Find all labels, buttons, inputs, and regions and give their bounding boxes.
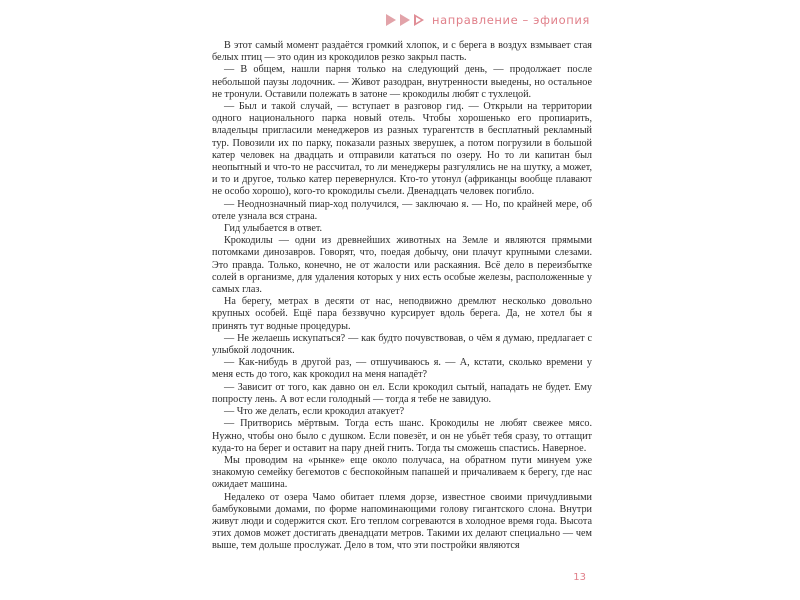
paragraph: — Зависит от того, как давно он ел. Если крокодил сытый, нападать не будет. Ему попросту лень. А вот если голодный — тогда я тебе не завидую. [212, 381, 592, 405]
paragraph: — В общем, нашли парня только на следующий день, — продолжает после небольшой паузы лодочник. — Живот разодран, внутренности выедены, но остальное не тронули. Оставили полежать в затоне — крокодилы любят с тухлецой. [212, 64, 592, 100]
section-title: направление – эфиопия [432, 13, 590, 27]
paragraph: Крокодилы — одни из древнейших животных на Земле и являются прямыми потомками динозавров. Говорят, что, поедая добычу, они плачут крупными слезами. Это правда. Только, конечно, не от жалости или раскаяния. Всё дело в переизбытке солей в организме, для удаления которых у них есть особые железы, расположенные у самых глаз. [212, 235, 592, 296]
paragraph: — Был и такой случай, — вступает в разговор гид. — Открыли на территории одного национального парка новый отель. Чтобы хорошенько его пропиарить, владельцы пригласили менеджеров из разных турагентств в бесплатный рекламный тур. Повозили их по парку, показали разных зверушек, а потом погрузили в большой катер человек на двадцать и отправили кататься по озеру. Но то ли капитан был неопытный и что-то не рассчитал, то ли менеджеры разгулялись не на шутку, а может, и то и другое, только катер перевернулся. Кто-то утонул (африканцы вообще плавают не особо хорошо), кого-то крокодилы съели. Двенадцать человек погибло. [212, 101, 592, 198]
paragraph: Гид улыбается в ответ. [224, 223, 323, 235]
body-text [212, 40, 592, 553]
paragraph: Недалеко от озера Чамо обитает племя дорзе, известное своими причудливыми бамбуковыми домами, по форме напоминающими голову гигантского слона. Внутри живут люди и содержится скот. Его теплом согреваются в холодное время года. Высота этих домов может достигать двенадцати метров. Такими их делают специально — чем выше, тем дольше прослужат. Дело в том, что эти постройки являются [212, 491, 592, 552]
arrow-icon [400, 14, 410, 26]
paragraph: На берегу, метрах в десяти от нас, неподвижно дремлют несколько довольно крупных особей. Ещё пара беззвучно курсирует вдоль берега. Да, не хотел бы я принять тут водные процедуры. [212, 296, 592, 332]
paragraph: — Притворись мёртвым. Тогда есть шанс. Крокодилы не любят свежее мясо. Нужно, чтобы оно было с душком. Если повезёт, и он не убьёт тебя сразу, то оттащит куда-то на берег и оставит на пару дней гнить. Тогда ты сможешь спастись. Наверное. [212, 418, 592, 454]
paragraph: — Как-нибудь в другой раз, — отшучиваюсь я. — А, кстати, сколько времени у меня есть до того, как крокодил на меня нападёт? [212, 357, 592, 381]
paragraph: — Не желаешь искупаться? — как будто почувствовав, о чём я думаю, предлагает с улыбкой лодочник. [212, 332, 592, 357]
paragraph: В этот самый момент раздаётся громкий хлопок, и с берега в воздух взмывает стая белых птиц — это один из крокодилов резко закрыл пасть. [212, 40, 592, 64]
paragraph: Мы проводим на «рынке» еще около получаса, на обратном пути минуем уже знакомую семейку бегемотов с беспокойным папашей и причаливаем к берегу, где нас ожидает машина. [212, 454, 592, 491]
arrow-icon [414, 14, 424, 26]
arrow-icon [386, 14, 396, 26]
page-number: 13 [573, 572, 586, 583]
paragraph: — Неоднозначный пиар-ход получился, — заключаю я. — Но, по крайней мере, об отеле узнала вся страна. [212, 198, 592, 222]
paragraph: — Что же делать, если крокодил атакует? [224, 406, 405, 418]
running-header [386, 12, 590, 28]
